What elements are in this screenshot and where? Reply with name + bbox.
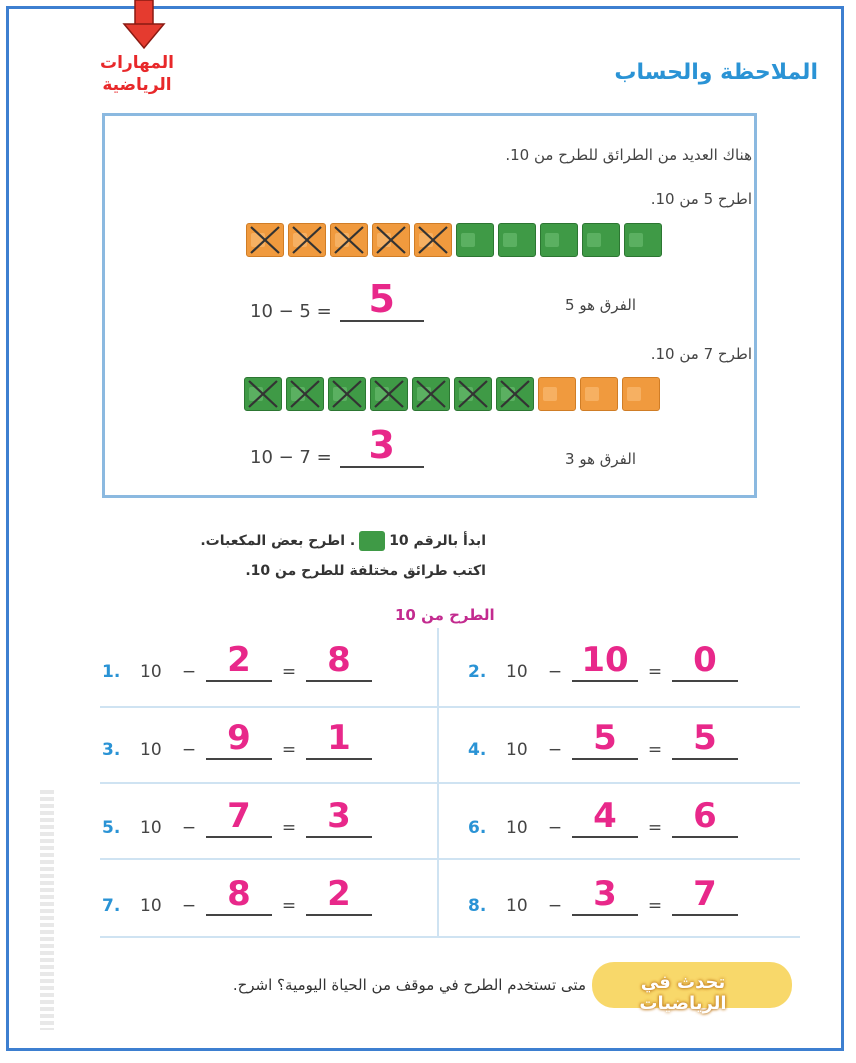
cross-mark-icon (497, 378, 533, 410)
cross-mark-icon (373, 224, 409, 256)
cross-mark-icon (331, 224, 367, 256)
crossed-cube (372, 223, 410, 257)
equals-sign: = (281, 896, 297, 916)
cube (498, 223, 536, 257)
difference-1: الفرق هو 5 (565, 296, 636, 314)
subtraction-problem (468, 718, 738, 760)
difference-blank[interactable]: 2 (306, 874, 372, 916)
minuend: 10 (140, 896, 162, 916)
difference-blank[interactable]: 0 (672, 640, 738, 682)
example-intro: هناك العديد من الطرائق للطرح من 10. (505, 146, 752, 164)
crossed-cube (244, 377, 282, 411)
minus-sign: − (547, 662, 563, 682)
equals-sign: = (647, 818, 663, 838)
crossed-cube (328, 377, 366, 411)
equals-sign: = (647, 896, 663, 916)
problem-number: 7. (102, 896, 121, 916)
instruction-part2: . اطرح بعض المكعبات. (200, 533, 356, 549)
minus-sign: − (181, 740, 197, 760)
section-title: الملاحظة والحساب (614, 60, 818, 85)
minus-sign: − (547, 896, 563, 916)
difference-2: الفرق هو 3 (565, 450, 636, 468)
minus-sign: − (547, 740, 563, 760)
instruction-line-1 (200, 531, 486, 551)
problem-number: 6. (468, 818, 487, 838)
crossed-cube (246, 223, 284, 257)
cube-row-1 (246, 223, 662, 257)
subtraction-problem (468, 874, 738, 916)
down-arrow-icon (122, 0, 166, 50)
equals-sign: = (281, 818, 297, 838)
equation-2-left: 10 − 7 = (250, 447, 332, 468)
crossed-cube (286, 377, 324, 411)
table-title: الطرح من 10 (395, 606, 495, 624)
equation-2-answer: 3 (340, 424, 424, 468)
difference-blank[interactable]: 5 (672, 718, 738, 760)
subtrahend-blank[interactable]: 9 (206, 718, 272, 760)
minuend: 10 (140, 818, 162, 838)
subtraction-problem (102, 640, 372, 682)
minus-sign: − (181, 662, 197, 682)
cube-face (627, 387, 641, 401)
equation-2 (250, 424, 424, 468)
cube (540, 223, 578, 257)
subtrahend-blank[interactable]: 5 (572, 718, 638, 760)
difference-blank[interactable]: 8 (306, 640, 372, 682)
cross-mark-icon (289, 224, 325, 256)
equation-1-left: 10 − 5 = (250, 301, 332, 322)
subtraction-problem (102, 796, 372, 838)
minuend: 10 (506, 896, 528, 916)
instruction-part1: ابدأ بالرقم 10 (389, 533, 486, 549)
difference-blank[interactable]: 1 (306, 718, 372, 760)
equals-sign: = (281, 740, 297, 760)
cube-face (587, 233, 601, 247)
subtrahend-blank[interactable]: 3 (572, 874, 638, 916)
minus-sign: − (547, 818, 563, 838)
minuend: 10 (506, 662, 528, 682)
problem-number: 1. (102, 662, 121, 682)
subtrahend-blank[interactable]: 7 (206, 796, 272, 838)
difference-blank[interactable]: 6 (672, 796, 738, 838)
cube-row-2 (244, 377, 660, 411)
equals-sign: = (281, 662, 297, 682)
minus-sign: − (181, 818, 197, 838)
crossed-cube (370, 377, 408, 411)
row-divider (100, 706, 800, 708)
minuend: 10 (140, 740, 162, 760)
difference-blank[interactable]: 3 (306, 796, 372, 838)
cube (624, 223, 662, 257)
cube (456, 223, 494, 257)
problem-number: 5. (102, 818, 121, 838)
problem-number: 8. (468, 896, 487, 916)
cross-mark-icon (371, 378, 407, 410)
cross-mark-icon (287, 378, 323, 410)
crossed-cube (412, 377, 450, 411)
cube (582, 223, 620, 257)
cross-mark-icon (329, 378, 365, 410)
problem-number: 4. (468, 740, 487, 760)
crossed-cube (330, 223, 368, 257)
subtrahend-blank[interactable]: 10 (572, 640, 638, 682)
cube-face (461, 233, 475, 247)
problem1-prompt: اطرح 5 من 10. (650, 190, 752, 208)
talk-math-label: تحدث في الرياضيات (639, 972, 727, 1014)
cross-mark-icon (413, 378, 449, 410)
cube-face (629, 233, 643, 247)
cube (622, 377, 660, 411)
subtrahend-blank[interactable]: 2 (206, 640, 272, 682)
minus-sign: − (181, 896, 197, 916)
cube (580, 377, 618, 411)
subtrahend-blank[interactable]: 4 (572, 796, 638, 838)
minuend: 10 (506, 740, 528, 760)
crossed-cube (414, 223, 452, 257)
row-divider (100, 858, 800, 860)
skills-line1: المهارات (100, 53, 174, 73)
problem-number: 3. (102, 740, 121, 760)
cross-mark-icon (455, 378, 491, 410)
cross-mark-icon (245, 378, 281, 410)
equals-sign: = (647, 740, 663, 760)
skills-line2: الرياضية (102, 75, 172, 95)
problem2-prompt: اطرح 7 من 10. (650, 345, 752, 363)
cube-face (543, 387, 557, 401)
equation-1-answer: 5 (340, 278, 424, 322)
subtrahend-blank[interactable]: 8 (206, 874, 272, 916)
subtraction-problem (102, 874, 372, 916)
equation-1 (250, 278, 424, 322)
subtraction-problem (468, 796, 738, 838)
row-divider (100, 782, 800, 784)
crossed-cube (496, 377, 534, 411)
talk-math-question: متى تستخدم الطرح في موقف من الحياة اليومية؟ اشرح. (232, 976, 586, 994)
cross-mark-icon (247, 224, 283, 256)
minuend: 10 (140, 662, 162, 682)
margin-copyright-strip (40, 790, 54, 1030)
cross-mark-icon (415, 224, 451, 256)
problem-number: 2. (468, 662, 487, 682)
subtraction-problem (468, 640, 738, 682)
cube-face (503, 233, 517, 247)
math-skills-label (72, 52, 202, 96)
cube-icon (359, 531, 385, 551)
crossed-cube (454, 377, 492, 411)
equals-sign: = (647, 662, 663, 682)
crossed-cube (288, 223, 326, 257)
difference-blank[interactable]: 7 (672, 874, 738, 916)
subtraction-problem (102, 718, 372, 760)
cube-face (585, 387, 599, 401)
example-box (102, 113, 757, 498)
cube (538, 377, 576, 411)
cube-face (545, 233, 559, 247)
minuend: 10 (506, 818, 528, 838)
row-divider (100, 936, 800, 938)
instruction-line-2: اكتب طرائق مختلفة للطرح من 10. (245, 563, 486, 579)
